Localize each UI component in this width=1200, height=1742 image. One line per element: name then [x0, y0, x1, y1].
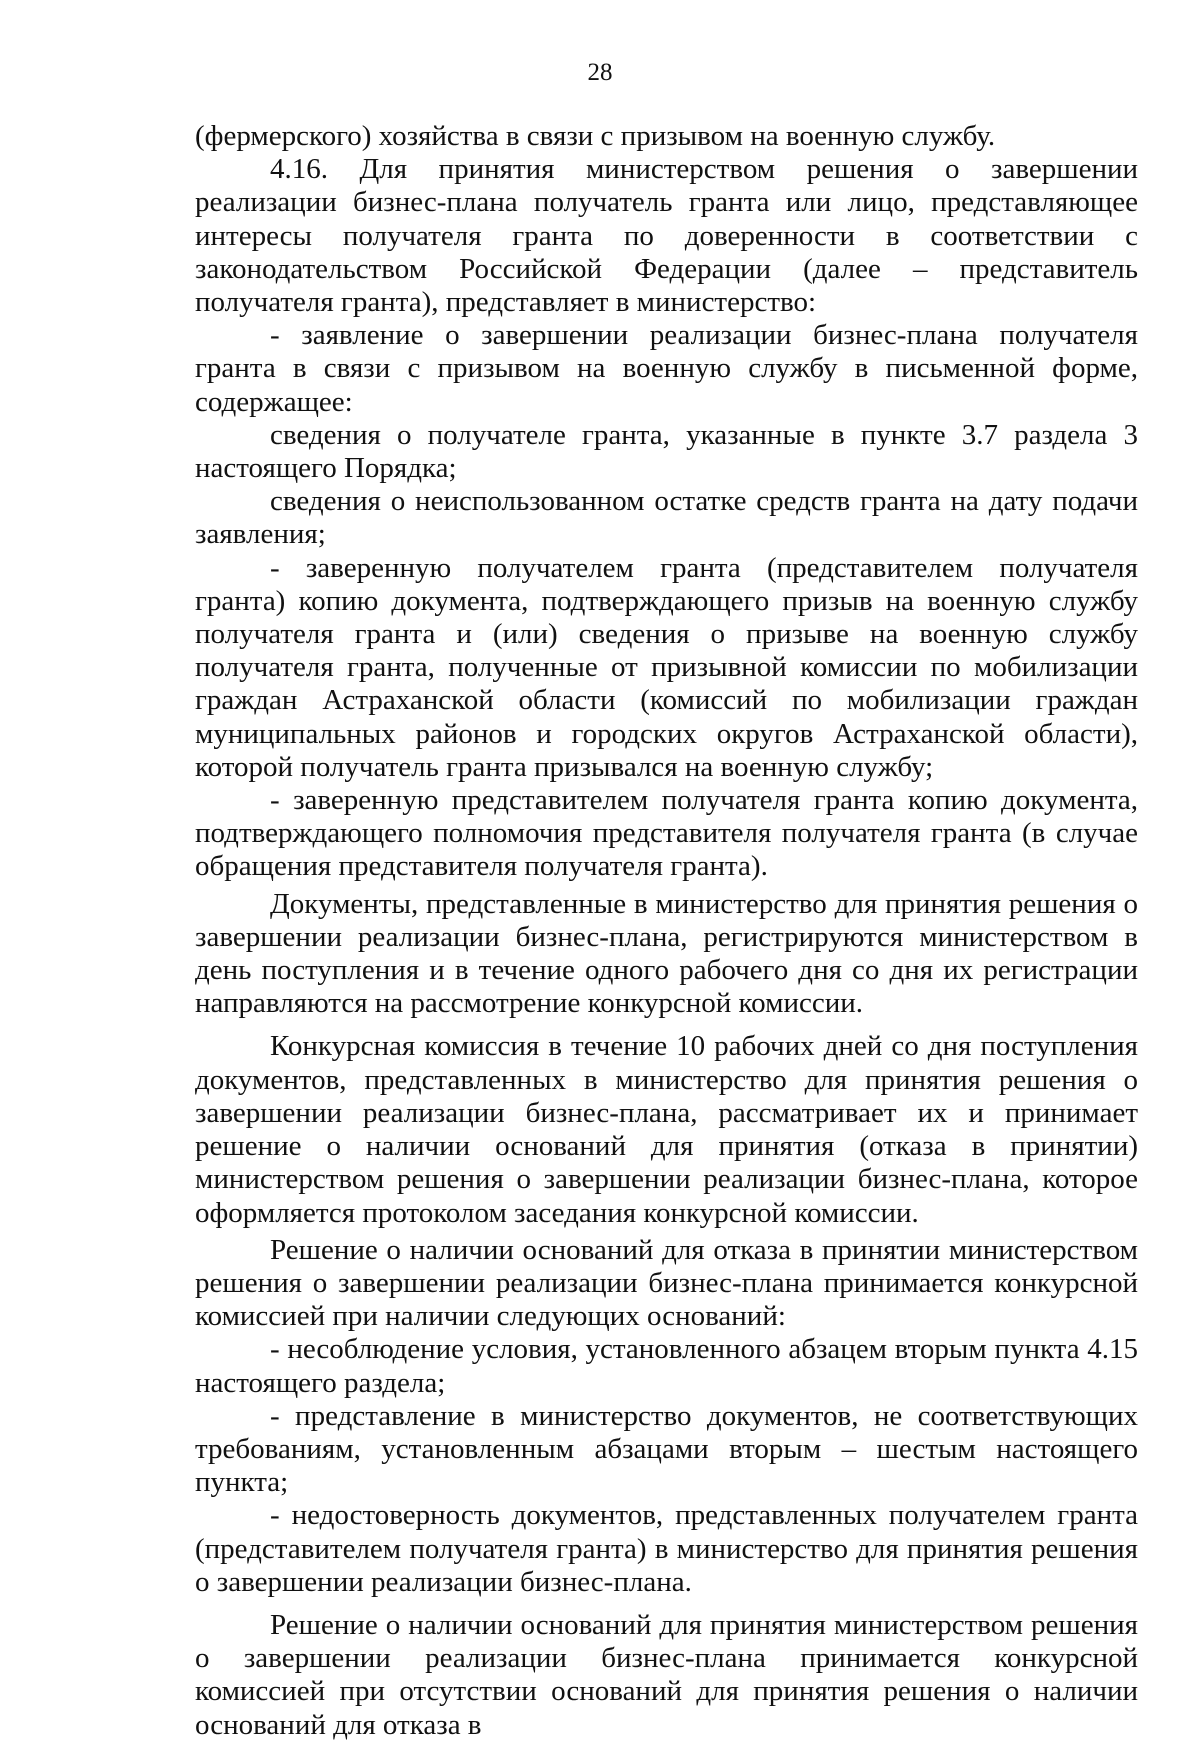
page-number: 28: [587, 59, 613, 86]
paragraph-refusal-grounds: Решение о наличии оснований для отказа в принятии министерством решения о завершении реализации бизнес-плана принимается конкурсной комиссией при наличии следующих оснований:: [195, 1233, 1138, 1333]
document-body: [195, 120, 1138, 1742]
paragraph-continuation: (фермерского) хозяйства в связи с призывом на военную службу.: [195, 120, 996, 152]
paragraph-registration: Документы, представленные в министерство для принятия решения о завершении реализации бизнес-плана, регистрируются министерством в день поступления и в течение одного рабочего дня со дня их регистрации направляются на рассмотрение конкурсной комиссии.: [195, 887, 1138, 1020]
list-item-noncompliance: - несоблюдение условия, установленного абзацем вторым пункта 4.15 настоящего раздела;: [195, 1333, 1138, 1399]
paragraph-acceptance-decision: Решение о наличии оснований для принятия министерством решения о завершении реализации бизнес-плана принимается конкурсной комиссией при отсутствии оснований для принятия решения о наличии оснований для отказа в: [195, 1608, 1138, 1741]
list-item-authority-document: - заверенную представителем получателя гранта копию документа, подтверждающего полномочия представителя получателя гранта (в случае обращения представителя получателя гранта).: [195, 784, 1138, 883]
list-item-unreliable-documents: - недостоверность документов, представленных получателем гранта (представителем получателя гранта) в министерство для принятия решения о завершении реализации бизнес-плана.: [195, 1499, 1138, 1598]
paragraph-clause-4-16: 4.16. Для принятия министерством решения о завершении реализации бизнес-плана получатель гранта или лицо, представляющее интересы получателя гранта по доверенности в соответствии с законодательством Российской Федерации (далее – представитель получателя гранта), представляет в министерство:: [195, 153, 1138, 319]
list-item-application: - заявление о завершении реализации бизнес-плана получателя гранта в связи с призывом на военную службу в письменной форме, содержащее:: [195, 319, 1138, 418]
list-subitem-unused-balance: сведения о неиспользованном остатке средств гранта на дату подачи заявления;: [195, 485, 1138, 551]
list-item-conscription-document: - заверенную получателем гранта (представителем получателя гранта) копию документа, подтверждающего призыв на военную службу получателя гранта и (или) сведения о призыве на военную службу получателя гранта, полученные от призывной комиссии по мобилизации граждан Астраханской области (комиссий по мобилизации граждан муниципальных районов и городских округов Астраханской области), которой получатель гранта призывался на военную службу;: [195, 551, 1138, 783]
list-subitem-grantee-info: сведения о получателе гранта, указанные в пункте 3.7 раздела 3 настоящего Порядка;: [195, 418, 1138, 485]
paragraph-commission-review: Конкурсная комиссия в течение 10 рабочих дней со дня поступления документов, представленных в министерство для принятия решения о завершении реализации бизнес-плана, рассматривает их и принимает решение о наличии оснований для принятия (отказа в принятии) министерством решения о завершении реализации бизнес-плана, которое оформляется протоколом заседания конкурсной комиссии.: [195, 1030, 1138, 1229]
list-item-invalid-documents: - представление в министерство документов, не соответствующих требованиям, установленным абзацами вторым – шестым настоящего пункта;: [195, 1399, 1138, 1499]
